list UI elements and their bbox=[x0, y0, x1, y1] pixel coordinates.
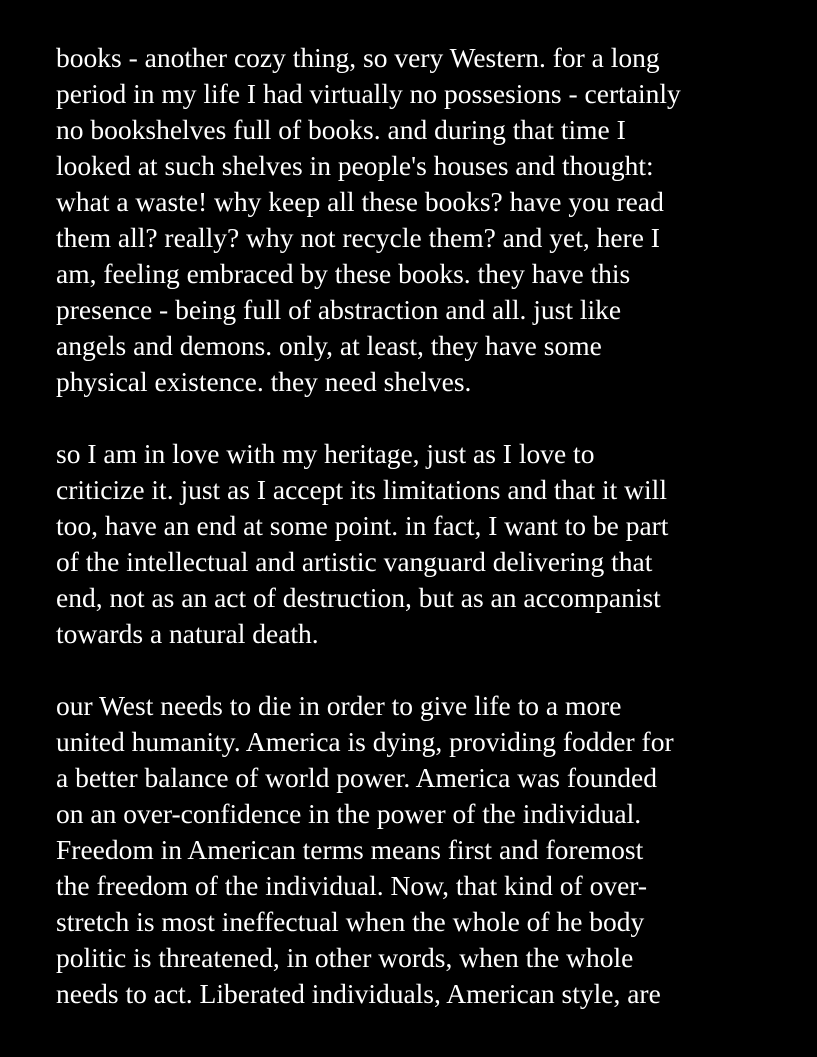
text-line: our West needs to die in order to give life to a more bbox=[56, 690, 622, 721]
text-line: what a waste! why keep all these books? have you read bbox=[56, 186, 664, 217]
text-line: politic is threatened, in other words, when the whole bbox=[56, 942, 634, 973]
paragraph-1 bbox=[56, 40, 796, 400]
paragraph-2 bbox=[56, 436, 796, 652]
text-line: presence - being full of abstraction and all. just like bbox=[56, 294, 622, 325]
text-line: physical existence. they need shelves. bbox=[56, 366, 472, 397]
text-line: Freedom in American terms means first and foremost bbox=[56, 834, 644, 865]
text-line: a better balance of world power. America was founded bbox=[56, 762, 657, 793]
text-line: criticize it. just as I accept its limitations and that it will bbox=[56, 474, 667, 505]
text-line: no bookshelves full of books. and during that time I bbox=[56, 114, 626, 145]
text-line: looked at such shelves in people's houses and thought: bbox=[56, 150, 654, 181]
text-line: books - another cozy thing, so very Western. for a long bbox=[56, 42, 660, 73]
text-line: of the intellectual and artistic vanguard delivering that bbox=[56, 546, 653, 577]
text-line: united humanity. America is dying, providing fodder for bbox=[56, 726, 674, 757]
paragraph-spacer bbox=[56, 652, 796, 688]
text-line: stretch is most ineffectual when the whole of he body bbox=[56, 906, 645, 937]
text-line: am, feeling embraced by these books. they have this bbox=[56, 258, 631, 289]
text-line: too, have an end at some point. in fact, I want to be part bbox=[56, 510, 669, 541]
paragraph-3 bbox=[56, 688, 796, 1012]
text-line: towards a natural death. bbox=[56, 618, 319, 649]
text-line: period in my life I had virtually no possesions - certainly bbox=[56, 78, 681, 109]
text-line: needs to act. Liberated individuals, American style, are bbox=[56, 978, 661, 1009]
text-line: end, not as an act of destruction, but as an accompanist bbox=[56, 582, 661, 613]
paragraph-spacer bbox=[56, 400, 796, 436]
text-line: angels and demons. only, at least, they have some bbox=[56, 330, 602, 361]
text-line: on an over-confidence in the power of the individual. bbox=[56, 798, 642, 829]
text-line: so I am in love with my heritage, just as I love to bbox=[56, 438, 595, 469]
text-line: them all? really? why not recycle them? and yet, here I bbox=[56, 222, 660, 253]
document-page bbox=[56, 40, 796, 1012]
text-line: the freedom of the individual. Now, that kind of over- bbox=[56, 870, 648, 901]
